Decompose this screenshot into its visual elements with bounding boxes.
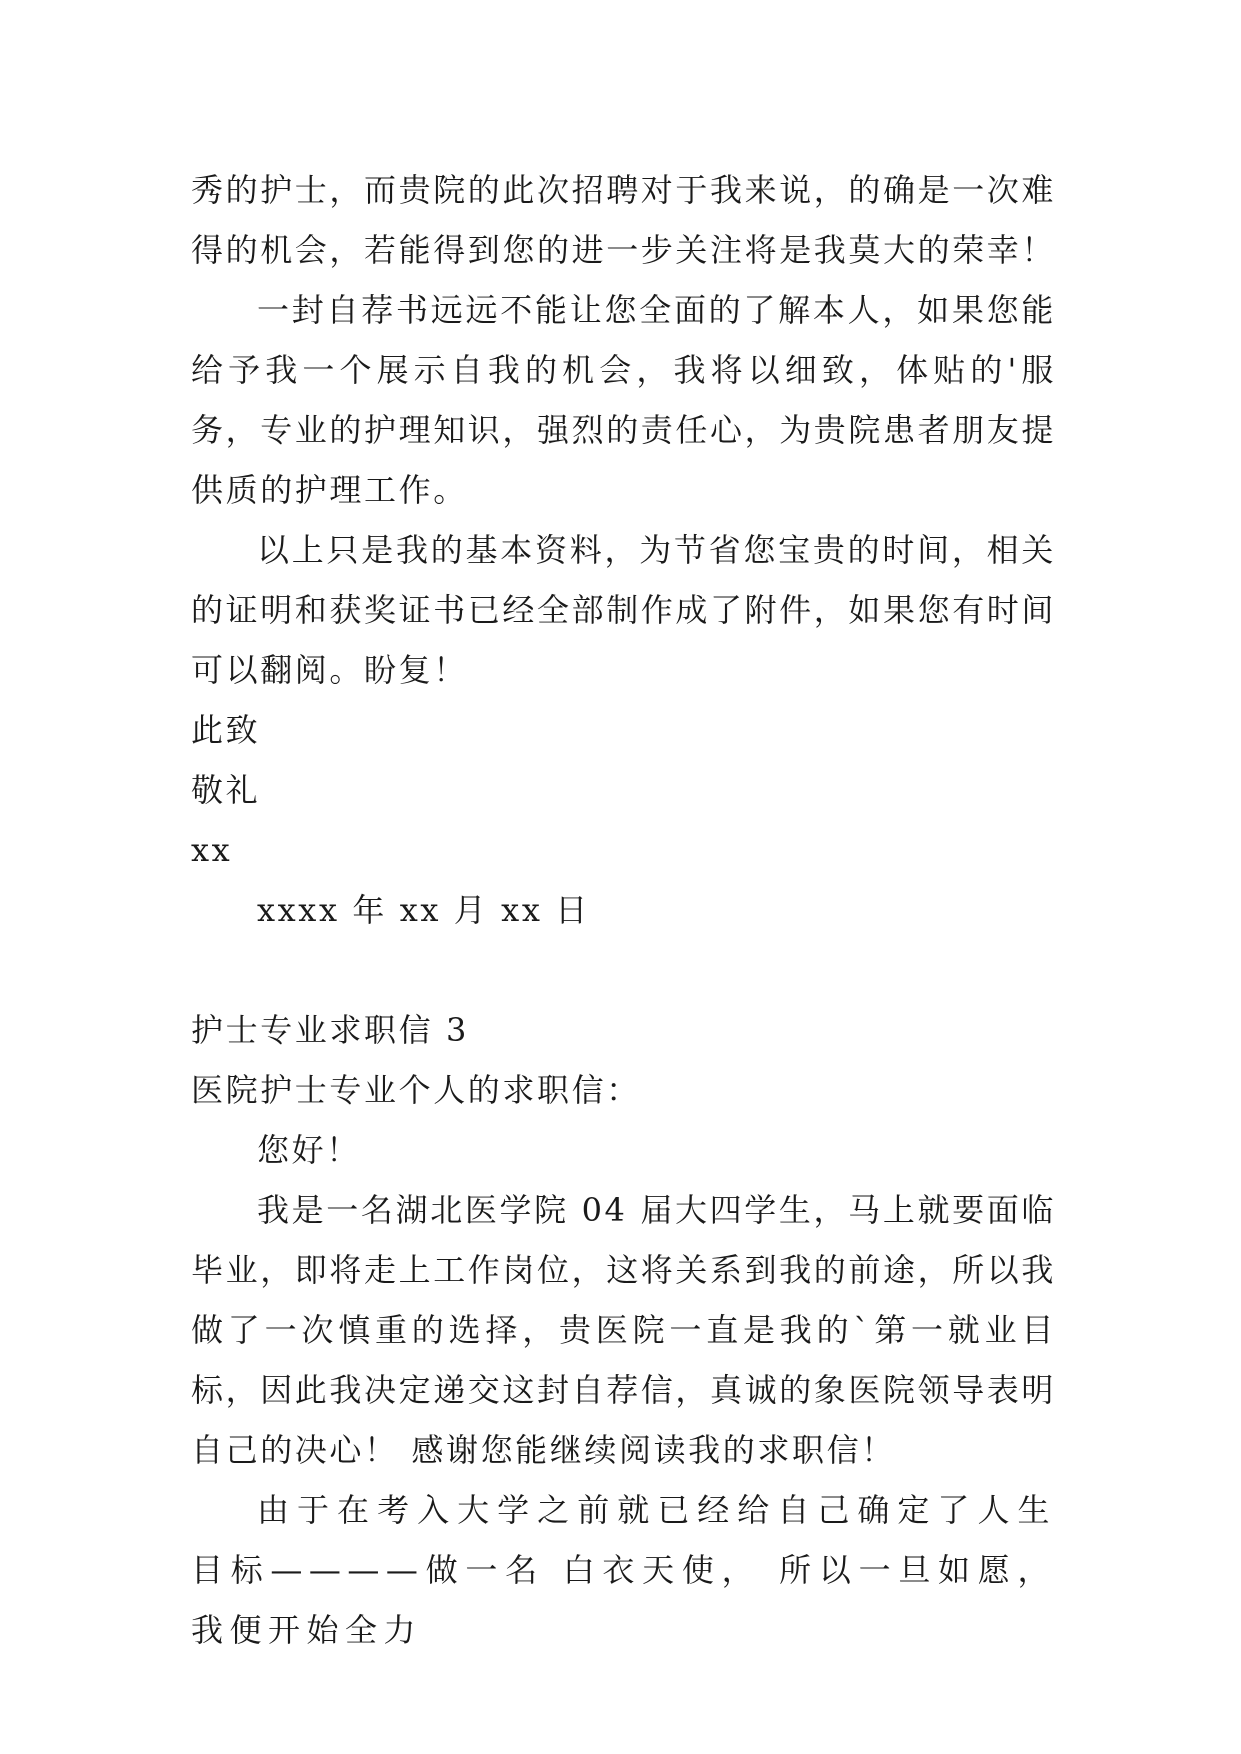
paragraph-life-goal: 由于在考入大学之前就已经给自己确定了人生目标————做一名 白衣天使， 所以一旦如愿，我便开始全力 [191, 1491, 1056, 1649]
section-spacer [191, 940, 1056, 1000]
section-title: 护士专业求职信 3 [191, 1011, 469, 1049]
closing-jingli: 敬礼 [191, 771, 261, 809]
document-body [191, 160, 1056, 1660]
paragraph-opening-continuation: 秀的护士，而贵院的此次招聘对于我来说，的确是一次难得的机会，若能得到您的进一步关注将是我莫大的荣幸！ [191, 171, 1057, 269]
paragraph-attachments: 以上只是我的基本资料，为节省您宝贵的时间，相关的证明和获奖证书已经全部制作成了附件，如果您有时间可以翻阅。盼复！ [191, 531, 1057, 689]
letter-date: xxxx 年 xx 月 xx 日 [257, 891, 590, 929]
greeting: 您好！ [257, 1131, 361, 1169]
closing-cizhi: 此致 [191, 711, 261, 749]
salutation: 医院护士专业个人的求职信： [191, 1071, 641, 1109]
paragraph-self-recommendation: 一封自荐书远远不能让您全面的了解本人，如果您能给予我一个展示自我的机会，我将以细致，体贴的'服务，专业的护理知识，强烈的责任心，为贵院患者朋友提供质的护理工作。 [191, 291, 1057, 509]
signature: xx [191, 831, 233, 869]
paragraph-introduction: 我是一名湖北医学院 04 届大四学生，马上就要面临毕业，即将走上工作岗位，这将关系到我的前途，所以我做了一次慎重的选择，贵医院一直是我的`第一就业目标，因此我决定递交这封自荐信，真诚的象医院领导表明自己的决心！ 感谢您能继续阅读我的求职信！ [191, 1191, 1057, 1469]
